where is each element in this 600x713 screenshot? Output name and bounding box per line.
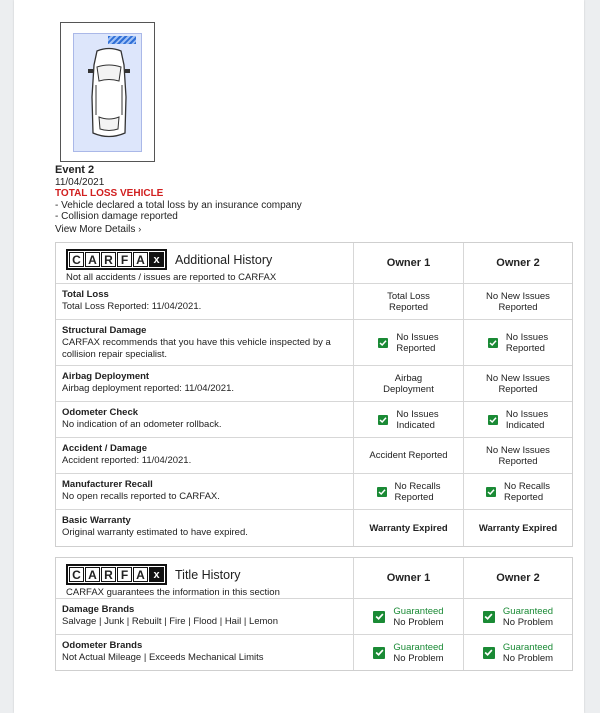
owner2-status (463, 366, 572, 401)
table-row (56, 598, 572, 634)
event-detail: - Vehicle declared a total loss by an insurance company (55, 199, 302, 211)
row-info (56, 284, 353, 319)
table-row (56, 634, 572, 670)
table-row (56, 365, 572, 401)
logo-letter: F (117, 567, 132, 582)
check-icon (373, 647, 385, 659)
owner2-status (463, 599, 572, 634)
owner2-status (463, 402, 572, 437)
logo-letter: A (85, 567, 100, 582)
row-label: Damage Brands (62, 604, 135, 615)
row-description: Salvage | Junk | Rebuilt | Fire | Flood | Hail | Lemon (62, 616, 278, 627)
row-info (56, 510, 353, 546)
check-icon (486, 487, 496, 497)
guaranteed-text: Guaranteed (393, 641, 444, 653)
table-row (56, 401, 572, 437)
status-item (488, 332, 548, 354)
owner1-status (353, 284, 463, 319)
event-details (55, 165, 302, 235)
row-label: Total Loss (62, 289, 109, 300)
owner2-status (463, 474, 572, 509)
status-item (488, 409, 548, 431)
guaranteed-text: Guaranteed (502, 605, 554, 617)
status-text: Accident Reported (369, 450, 448, 461)
logo-letter: x (149, 567, 164, 582)
event-detail: - Collision damage reported (55, 211, 178, 222)
owner2-status (463, 510, 572, 546)
table-row (56, 437, 572, 473)
logo-letter: A (85, 252, 100, 267)
row-info (56, 366, 353, 401)
status-text: No New Issues Reported (486, 372, 550, 395)
row-label: Odometer Check (62, 407, 139, 418)
row-label: Basic Warranty (62, 515, 131, 526)
row-label: Structural Damage (62, 325, 147, 336)
check-icon (483, 647, 495, 659)
table-header (56, 243, 572, 283)
row-label: Odometer Brands (62, 640, 143, 651)
status-item (373, 642, 443, 664)
table-row (56, 473, 572, 509)
owner1-status (353, 366, 463, 401)
row-description: CARFAX recommends that you have this vehicle inspected by a collision repair specialist. (62, 337, 331, 360)
logo-letter: x (149, 252, 164, 267)
row-description: Total Loss Reported: 11/04/2021. (62, 301, 202, 312)
damage-area-marker (108, 36, 136, 44)
row-description: Original warranty estimated to have expired. (62, 527, 248, 538)
guaranteed-text: Guaranteed (502, 641, 554, 653)
status-text-group (503, 606, 553, 628)
view-more-details-link[interactable] (55, 224, 302, 236)
status-text: No Issues Reported (505, 331, 549, 354)
carfax-logo (66, 564, 167, 585)
status-item (377, 481, 441, 503)
status-text: No Problem (393, 616, 444, 628)
owner1-status (353, 438, 463, 473)
event-title: Event 2 (55, 164, 95, 176)
status-text: No Problem (502, 652, 554, 664)
owner2-status (463, 635, 572, 670)
logo-letter: A (133, 567, 148, 582)
owner2-status (463, 438, 572, 473)
section-subtitle: Not all accidents / issues are reported to CARFAX (66, 272, 277, 283)
status-text: Airbag Deployment (383, 372, 434, 395)
status-text: No Problem (502, 616, 554, 628)
guaranteed-text: Guaranteed (393, 605, 444, 617)
row-info (56, 474, 353, 509)
owner2-status (463, 320, 572, 365)
status-text: No Issues Indicated (396, 408, 439, 431)
check-icon (378, 415, 388, 425)
owner1-status (353, 320, 463, 365)
row-label: Airbag Deployment (62, 371, 150, 382)
section-title: Additional History (175, 252, 273, 267)
view-more-label: View More Details (55, 223, 136, 235)
status-text: No Recalls Reported (504, 480, 550, 503)
status-text: No Issues Indicated (505, 408, 549, 431)
chevron-right-icon: › (138, 223, 142, 234)
row-info (56, 402, 353, 437)
check-icon (488, 415, 498, 425)
owner1-status (353, 474, 463, 509)
status-text: No Recalls Reported (394, 480, 441, 503)
check-icon (377, 487, 387, 497)
owner1-header: Owner 1 (353, 243, 463, 283)
owner2-header: Owner 2 (463, 558, 572, 598)
car-top-view-icon (84, 45, 134, 145)
status-text: Total Loss Reported (387, 290, 430, 313)
row-description: Not Actual Mileage | Exceeds Mechanical Limits (62, 652, 264, 663)
header-cell (56, 243, 353, 283)
logo-letter: R (101, 567, 116, 582)
owner2-header: Owner 2 (463, 243, 572, 283)
row-label: Accident / Damage (62, 443, 147, 454)
check-icon (483, 611, 495, 623)
status-text: No Problem (393, 652, 444, 664)
section-heading (66, 249, 343, 270)
status-item (483, 606, 553, 628)
row-description: No indication of an odometer rollback. (62, 419, 222, 430)
owner1-status (353, 599, 463, 634)
additional-history-table (55, 242, 573, 547)
event-date: 11/04/2021 (55, 176, 105, 188)
carfax-logo (66, 249, 167, 270)
check-icon (373, 611, 385, 623)
table-row (56, 283, 572, 319)
header-cell (56, 558, 353, 598)
section-title: Title History (175, 567, 241, 582)
logo-letter: R (101, 252, 116, 267)
owner1-status (353, 510, 463, 546)
table-row (56, 509, 572, 546)
section-heading (66, 564, 343, 585)
owner1-status (353, 402, 463, 437)
status-item (483, 642, 553, 664)
row-info (56, 438, 353, 473)
status-text: No Issues Reported (396, 331, 439, 354)
logo-letter: A (133, 252, 148, 267)
section-subtitle: CARFAX guarantees the information in this section (66, 587, 280, 598)
logo-letter: C (69, 567, 84, 582)
check-icon (378, 338, 388, 348)
row-label: Manufacturer Recall (62, 479, 153, 490)
status-text: Warranty Expired (369, 522, 448, 534)
logo-letter: F (117, 252, 132, 267)
row-info (56, 599, 353, 634)
event-flag: TOTAL LOSS VEHICLE (55, 188, 164, 199)
status-item (486, 481, 550, 503)
check-icon (488, 338, 498, 348)
row-info (56, 320, 353, 365)
status-text: Warranty Expired (478, 522, 558, 534)
report-card (14, 0, 584, 713)
vehicle-damage-diagram (60, 22, 155, 162)
table-header (56, 558, 572, 598)
logo-letter: C (69, 252, 84, 267)
owner1-header: Owner 1 (353, 558, 463, 598)
row-description: Airbag deployment reported: 11/04/2021. (62, 383, 234, 394)
status-item (373, 606, 443, 628)
status-item (378, 409, 438, 431)
status-text-group (393, 606, 443, 628)
status-text-group (393, 642, 443, 664)
row-info (56, 635, 353, 670)
status-item (378, 332, 438, 354)
owner2-status (463, 284, 572, 319)
status-text: No New Issues Reported (486, 444, 550, 467)
row-description: No open recalls reported to CARFAX. (62, 491, 220, 502)
table-row (56, 319, 572, 365)
owner1-status (353, 635, 463, 670)
status-text: No New Issues Reported (486, 290, 550, 313)
status-text-group (503, 642, 553, 664)
row-description: Accident reported: 11/04/2021. (62, 455, 192, 466)
title-history-table (55, 557, 573, 671)
